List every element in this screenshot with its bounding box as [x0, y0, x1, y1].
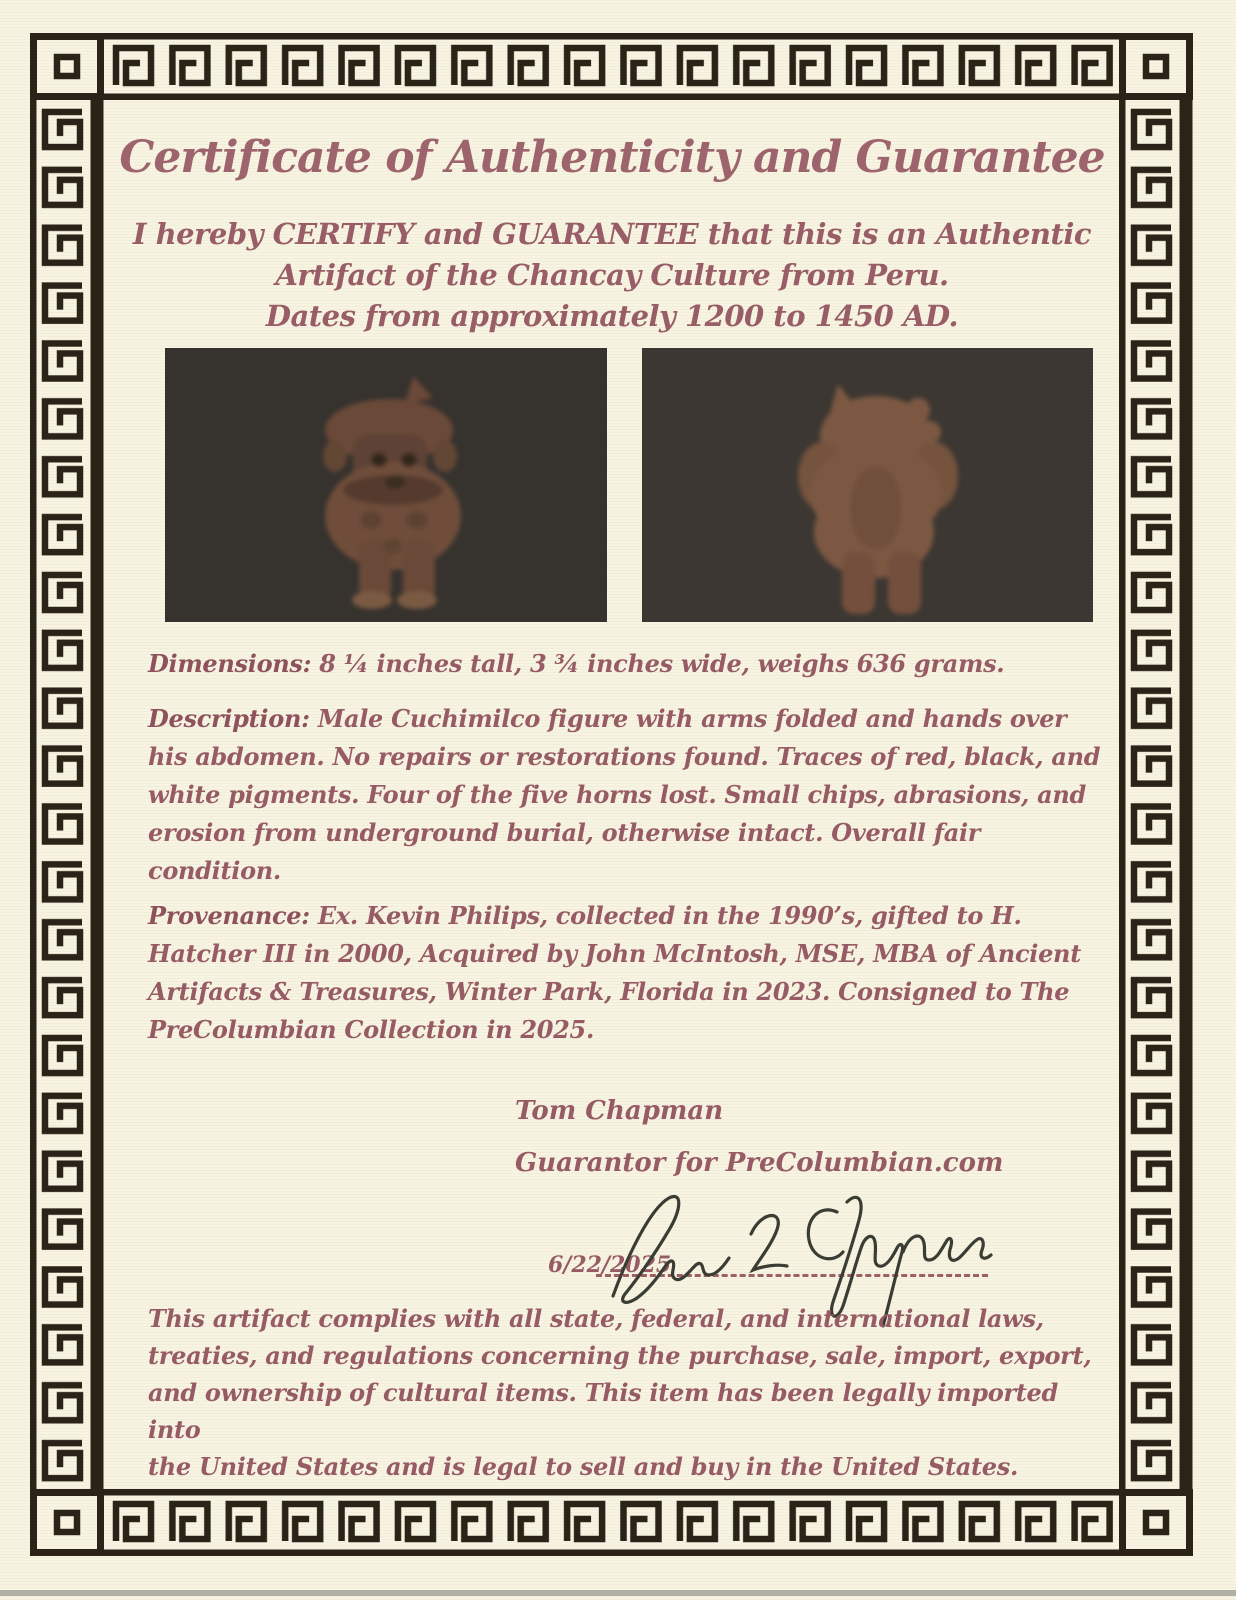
description-label: Description:	[148, 704, 310, 733]
text-line: the United States and is legal to sell and buy in the United States.	[148, 1452, 1019, 1481]
certificate-title: Certificate of Authenticity and Guarantee	[119, 132, 1105, 183]
legal-paragraph	[148, 1300, 1113, 1485]
artifact-front-illustration	[165, 348, 607, 622]
text-line: This artifact complies with all state, federal, and international laws,	[148, 1304, 1044, 1333]
certification-statement	[105, 214, 1119, 337]
text-line	[148, 645, 1113, 683]
text-line: condition.	[148, 856, 281, 885]
text-line: Artifacts & Treasures, Winter Park, Florida in 2023. Consigned to The	[148, 977, 1070, 1006]
text-line	[148, 897, 1113, 935]
text-line: and ownership of cultural items. This item has been legally imported into	[148, 1378, 1058, 1444]
text-line	[148, 700, 1113, 738]
signature-date: 6/22/2025	[548, 1252, 672, 1278]
text-line: treaties, and regulations concerning the purchase, sale, import, export,	[148, 1341, 1092, 1370]
text-line: PreColumbian Collection in 2025.	[148, 1015, 595, 1044]
artifact-back-illustration	[642, 348, 1093, 622]
provenance-paragraph	[148, 897, 1113, 1049]
provenance-label: Provenance:	[148, 901, 310, 930]
provenance-text: Ex. Kevin Philips, collected in the 1990’s, gifted to H.	[309, 901, 1022, 930]
dimensions-label: Dimensions:	[148, 649, 312, 678]
description-paragraph	[148, 700, 1113, 890]
artifact-back-photo	[642, 348, 1093, 622]
artifact-front-photo	[165, 348, 607, 622]
description-text: Male Cuchimilco figure with arms folded and hands over	[309, 704, 1067, 733]
signature-line	[596, 1248, 988, 1277]
text-line: Hatcher III in 2000, Acquired by John McIntosh, MSE, MBA of Ancient	[148, 939, 1081, 968]
text-line: Dates from approximately 1200 to 1450 AD.	[265, 299, 959, 333]
dimensions-text: 8 ¼ inches tall, 3 ¾ inches wide, weighs 636 grams.	[311, 649, 1005, 678]
text-line: erosion from underground burial, otherwise intact. Overall fair	[148, 818, 981, 847]
guarantor-name: Tom Chapman	[515, 1096, 724, 1126]
text-line: I hereby CERTIFY and GUARANTEE that this is an Authentic	[132, 217, 1092, 251]
guarantor-role: Guarantor for PreColumbian.com	[515, 1148, 1004, 1178]
text-line: white pigments. Four of the five horns lost. Small chips, abrasions, and	[148, 780, 1087, 809]
dimensions-paragraph	[148, 645, 1113, 683]
scan-edge-artifact	[0, 1590, 1236, 1596]
text-line: his abdomen. No repairs or restorations found. Traces of red, black, and	[148, 742, 1101, 771]
text-line: Artifact of the Chancay Culture from Peru.	[275, 258, 949, 292]
